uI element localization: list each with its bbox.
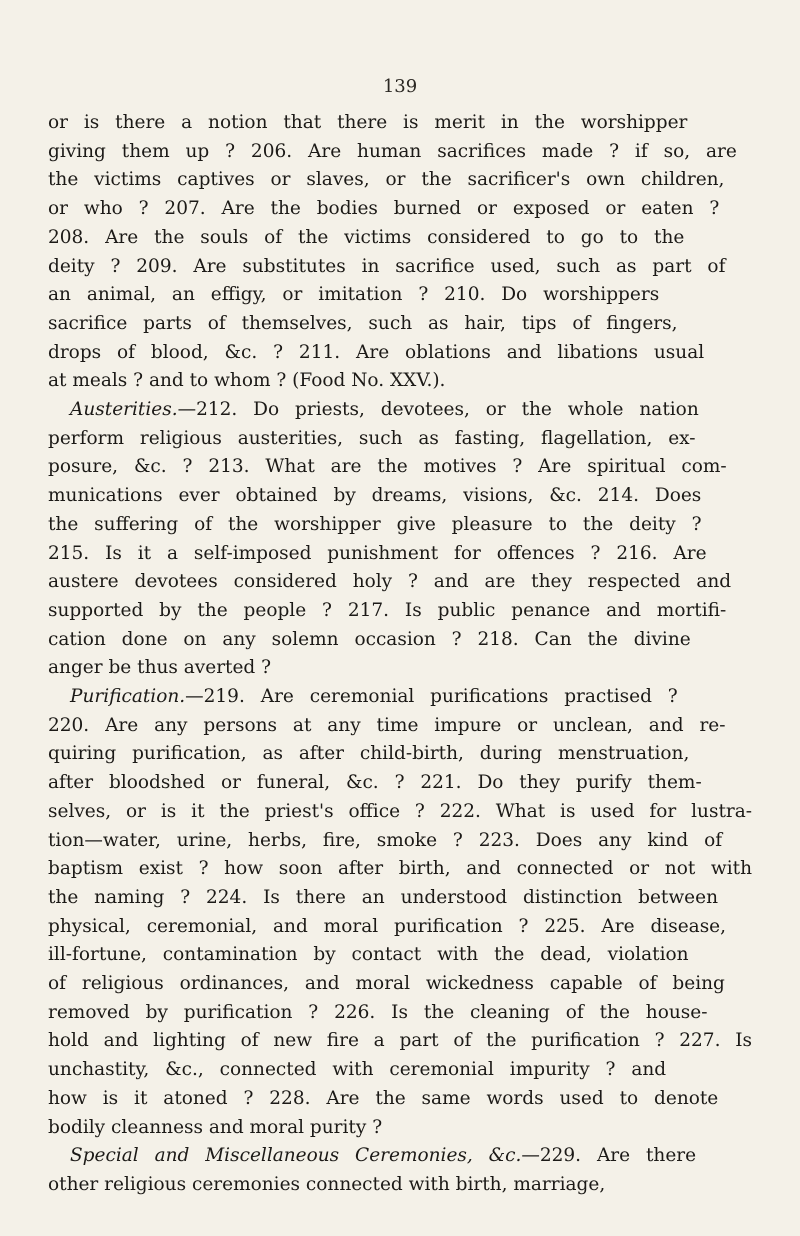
text-line (48, 628, 691, 650)
text-line (48, 427, 696, 449)
text-line (70, 401, 699, 420)
line-text: at meals ? and to whom ? (Food No. XXV.). (48, 370, 446, 392)
text-line (48, 659, 271, 678)
text-line (48, 341, 705, 363)
text-line (70, 688, 678, 707)
line-text: the suffering of the worshipper give pleasure to the deity ? (48, 513, 702, 535)
section-heading: Special and Miscellaneous Ceremonies, &c. (70, 1145, 522, 1167)
text-line (48, 140, 737, 162)
line-text: austere devotees considered holy ? and are they respected and (48, 571, 732, 593)
text-line (48, 745, 689, 764)
line-text: 220. Are any persons at any time impure or unclean, and re- (48, 714, 726, 736)
line-text: ill-fortune, contamination by contact with the dead, violation (48, 944, 689, 966)
line-text: quiring purification, as after child-birth, during menstruation, (48, 743, 690, 765)
line-text: anger be thus averted ? (48, 657, 272, 679)
line-text: baptism exist ? how soon after birth, and connected or not with (48, 858, 753, 880)
line-text: deity ? 209. Are substitutes in sacrifice used, such as part of (48, 255, 726, 277)
line-text: the naming ? 224. Is there an understood distinction between (48, 886, 718, 908)
text-line (48, 1173, 606, 1195)
text-line (48, 255, 726, 277)
line-text: removed by purification ? 226. Is the cleaning of the house- (48, 1001, 708, 1023)
text-line (48, 372, 445, 391)
line-text: —229. Are there (521, 1145, 697, 1167)
text-line (48, 487, 701, 506)
text-line (48, 599, 727, 621)
text-line (48, 573, 731, 592)
line-text: how is it atoned ? 228. Are the same words used to denote (48, 1087, 719, 1109)
line-text: 208. Are the souls of the victims considered to go to the (48, 226, 685, 248)
text-line (48, 829, 723, 851)
text-line (48, 1032, 752, 1051)
line-text: unchastity, &c., connected with ceremonial impurity ? and (48, 1059, 667, 1081)
line-text: physical, ceremonial, and moral purification ? 225. Are disease, (48, 915, 727, 937)
line-text: drops of blood, &c. ? 211. Are oblations and libations usual (48, 341, 705, 363)
text-line (70, 1147, 696, 1166)
text-line (48, 286, 659, 305)
text-line (48, 458, 727, 477)
line-text: or is there a notion that there is merit in the worshipper (48, 112, 688, 133)
page-number: 139 (382, 76, 418, 97)
line-text: the victims captives or slaves, or the sacrificer's own children, (48, 169, 725, 191)
text-line (48, 1116, 383, 1138)
text-line (48, 200, 719, 219)
line-text: hold and lighting of new fire a part of the purification ? 227. Is (48, 1030, 753, 1052)
text-line (48, 1087, 719, 1109)
text-line (48, 714, 726, 736)
text-line (48, 1061, 666, 1080)
line-text: of religious ordinances, and moral wickedness capable of being (48, 973, 725, 994)
line-text: giving them up ? 206. Are human sacrifices made ? if so, are (48, 140, 737, 162)
line-text: after bloodshed or funeral, &c. ? 221. Do they purify them- (48, 772, 702, 794)
text-line (48, 946, 689, 965)
text-line (48, 171, 724, 190)
text-line (48, 513, 702, 535)
text-line (48, 975, 725, 994)
line-text: selves, or is it the priest's office ? 222. What is used for lustra- (48, 800, 753, 822)
text-line (48, 542, 707, 564)
line-text: or who ? 207. Are the bodies burned or exposed or eaten ? (48, 198, 720, 220)
text-line (48, 226, 685, 248)
text-line (48, 312, 678, 334)
text-line (48, 774, 702, 793)
text-line (48, 915, 727, 937)
line-text: —212. Do priests, devotees, or the whole nation (177, 399, 699, 420)
text-line (48, 1001, 708, 1023)
line-text: 215. Is it a self-imposed punishment for offences ? 216. Are (48, 542, 707, 564)
line-text: tion—water, urine, herbs, fire, smoke ? 223. Does any kind of (48, 829, 723, 851)
line-text: —219. Are ceremonial purifications practised ? (185, 686, 678, 707)
line-text: perform religious austerities, such as fasting, flagellation, ex- (48, 427, 696, 449)
text-line (48, 860, 752, 879)
text-line (48, 800, 753, 822)
line-text: other religious ceremonies connected with birth, marriage, (48, 1173, 606, 1195)
text-line (48, 114, 687, 133)
line-text: munications ever obtained by dreams, visions, &c. 214. Does (48, 485, 702, 507)
line-text: cation done on any solemn occasion ? 218. Can the divine (48, 628, 691, 650)
line-text: posure, &c. ? 213. What are the motives ? Are spiritual com- (48, 456, 727, 478)
line-text: bodily cleanness and moral purity ? (48, 1116, 383, 1138)
line-text: an animal, an effigy, or imitation ? 210. Do worshippers (48, 284, 660, 306)
section-heading: Austerities. (70, 399, 178, 420)
text-line (48, 886, 718, 908)
line-text: sacrifice parts of themselves, such as hair, tips of fingers, (48, 312, 678, 334)
section-heading: Purification. (70, 686, 186, 707)
line-text: supported by the people ? 217. Is public penance and mortifi- (48, 599, 727, 621)
